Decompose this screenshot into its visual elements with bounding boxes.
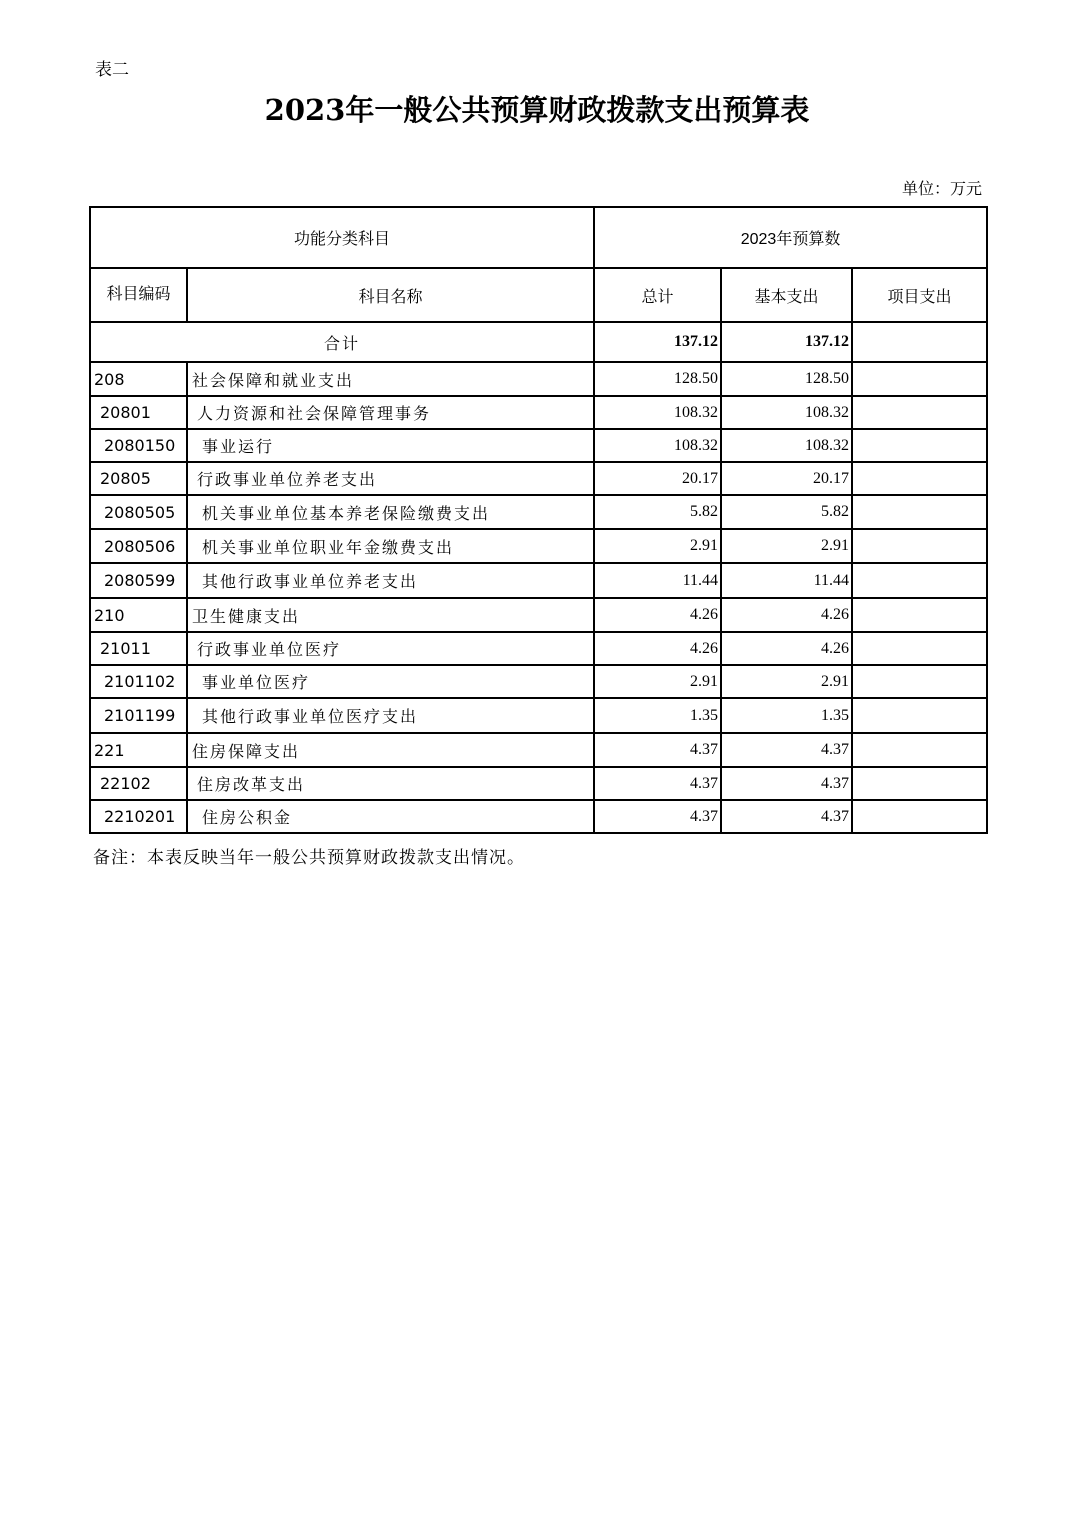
unit-label: 单位：万元 [901, 179, 982, 198]
code-cell: 2101102 [90, 665, 187, 698]
basic-cell: 4.37 [721, 733, 852, 767]
name-cell: 住房改革支出 [187, 767, 594, 800]
basic-cell: 2.91 [721, 529, 852, 563]
project-cell [852, 529, 987, 563]
table-row [90, 632, 987, 665]
table-row [90, 495, 987, 529]
total-cell: 20.17 [594, 462, 721, 495]
code-cell: 208 [90, 362, 187, 396]
header-code: 科目编码 [90, 268, 187, 322]
project-cell [852, 632, 987, 665]
code-cell: 2080599 [90, 563, 187, 598]
name-cell: 事业单位医疗 [187, 665, 594, 698]
table-row [90, 563, 987, 598]
project-cell [852, 563, 987, 598]
total-row [90, 322, 987, 362]
total-cell: 128.50 [594, 362, 721, 396]
table-row [90, 362, 987, 396]
name-cell: 住房保障支出 [187, 733, 594, 767]
total-cell: 11.44 [594, 563, 721, 598]
name-cell: 行政事业单位养老支出 [187, 462, 594, 495]
basic-cell: 4.26 [721, 632, 852, 665]
table-number-label: 表二 [95, 60, 129, 80]
header-column-row [90, 268, 987, 322]
table-row [90, 396, 987, 429]
name-cell: 行政事业单位医疗 [187, 632, 594, 665]
code-cell: 210 [90, 598, 187, 632]
name-cell: 社会保障和就业支出 [187, 362, 594, 396]
header-total: 总计 [594, 268, 721, 322]
total-cell: 2.91 [594, 665, 721, 698]
basic-cell: 5.82 [721, 495, 852, 529]
header-project: 项目支出 [852, 268, 987, 322]
header-group-row [90, 207, 987, 268]
table-row [90, 429, 987, 462]
basic-cell: 108.32 [721, 396, 852, 429]
total-basic: 137.12 [721, 322, 852, 362]
table-row [90, 462, 987, 495]
code-cell: 20801 [90, 396, 187, 429]
name-cell: 事业运行 [187, 429, 594, 462]
basic-cell: 4.37 [721, 767, 852, 800]
total-cell: 4.26 [594, 598, 721, 632]
name-cell: 其他行政事业单位医疗支出 [187, 698, 594, 733]
code-cell: 2101199 [90, 698, 187, 733]
total-cell: 4.37 [594, 733, 721, 767]
project-cell [852, 462, 987, 495]
header-name: 科目名称 [187, 268, 594, 322]
table-row [90, 733, 987, 767]
code-cell: 22102 [90, 767, 187, 800]
name-cell: 其他行政事业单位养老支出 [187, 563, 594, 598]
total-cell: 1.35 [594, 698, 721, 733]
name-cell: 机关事业单位职业年金缴费支出 [187, 529, 594, 563]
project-cell [852, 698, 987, 733]
basic-cell: 1.35 [721, 698, 852, 733]
name-cell: 卫生健康支出 [187, 598, 594, 632]
table-row [90, 800, 987, 833]
total-cell: 2.91 [594, 529, 721, 563]
total-cell: 4.37 [594, 800, 721, 833]
code-cell: 2080150 [90, 429, 187, 462]
table-row [90, 598, 987, 632]
table-row [90, 665, 987, 698]
code-cell: 20805 [90, 462, 187, 495]
code-cell: 221 [90, 733, 187, 767]
basic-cell: 20.17 [721, 462, 852, 495]
code-cell: 2080505 [90, 495, 187, 529]
header-budget-2023: 2023年预算数 [594, 207, 987, 268]
budget-table [89, 206, 988, 834]
project-cell [852, 733, 987, 767]
table-row [90, 698, 987, 733]
code-cell: 21011 [90, 632, 187, 665]
total-project [852, 322, 987, 362]
basic-cell: 4.37 [721, 800, 852, 833]
basic-cell: 2.91 [721, 665, 852, 698]
name-cell: 住房公积金 [187, 800, 594, 833]
project-cell [852, 598, 987, 632]
total-label: 合计 [90, 322, 594, 362]
project-cell [852, 429, 987, 462]
header-function-classification: 功能分类科目 [90, 207, 594, 268]
project-cell [852, 800, 987, 833]
project-cell [852, 362, 987, 396]
total-cell: 4.26 [594, 632, 721, 665]
basic-cell: 4.26 [721, 598, 852, 632]
basic-cell: 128.50 [721, 362, 852, 396]
project-cell [852, 495, 987, 529]
page-title: 2023年一般公共预算财政拨款支出预算表 [264, 93, 810, 127]
name-cell: 人力资源和社会保障管理事务 [187, 396, 594, 429]
name-cell: 机关事业单位基本养老保险缴费支出 [187, 495, 594, 529]
total-total: 137.12 [594, 322, 721, 362]
total-cell: 108.32 [594, 429, 721, 462]
code-cell: 2080506 [90, 529, 187, 563]
total-cell: 108.32 [594, 396, 721, 429]
total-cell: 5.82 [594, 495, 721, 529]
table-row [90, 529, 987, 563]
project-cell [852, 396, 987, 429]
project-cell [852, 767, 987, 800]
basic-cell: 11.44 [721, 563, 852, 598]
code-cell: 2210201 [90, 800, 187, 833]
header-basic: 基本支出 [721, 268, 852, 322]
footnote: 备注：本表反映当年一般公共预算财政拨款支出情况。 [93, 848, 525, 868]
basic-cell: 108.32 [721, 429, 852, 462]
project-cell [852, 665, 987, 698]
total-cell: 4.37 [594, 767, 721, 800]
table-row [90, 767, 987, 800]
